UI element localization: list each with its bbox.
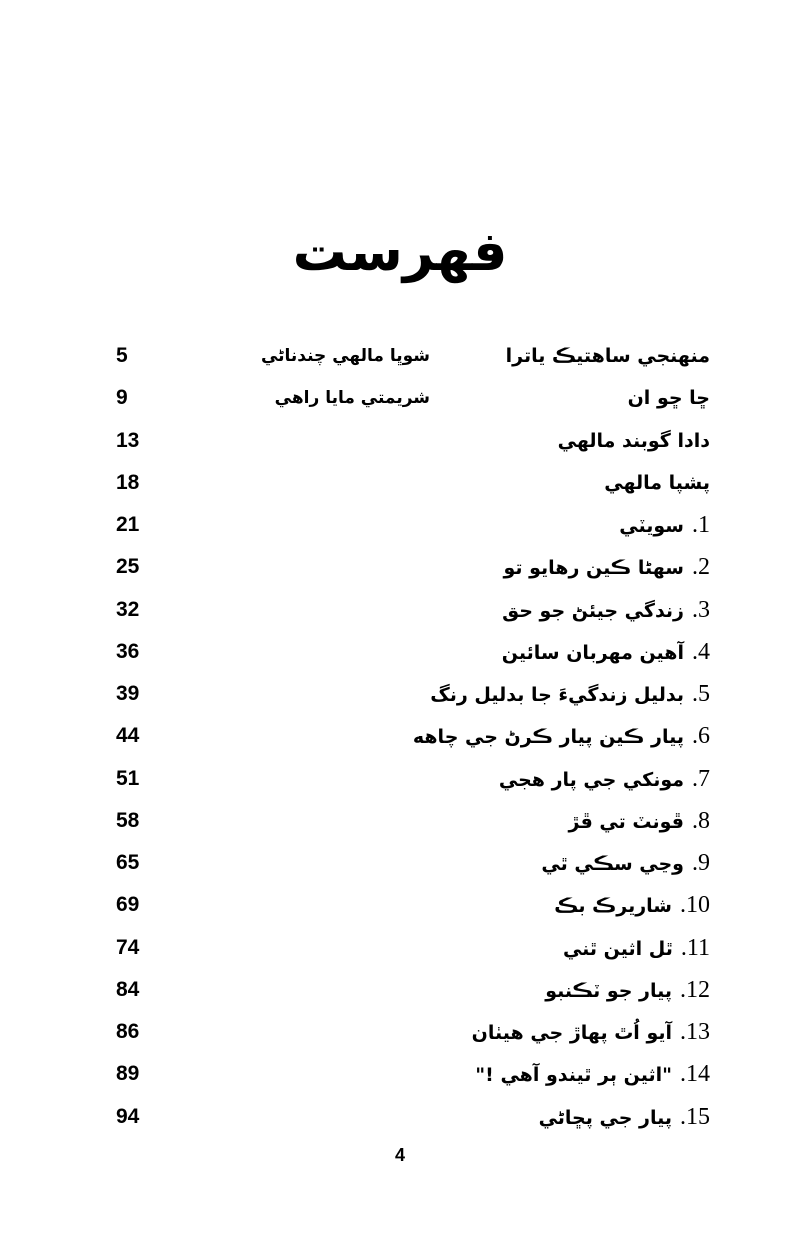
toc-page-number: 94 <box>116 1104 140 1128</box>
toc-row <box>100 420 720 462</box>
toc-page-number: 18 <box>116 470 140 494</box>
toc-page-number: 39 <box>116 682 140 705</box>
toc-entry-number: 8. <box>692 807 710 834</box>
toc-entry-text: آهين مهربان سائين <box>501 641 684 664</box>
toc-row <box>100 800 720 842</box>
toc-row <box>100 335 720 377</box>
toc-page-number: 84 <box>116 977 140 1001</box>
toc-page-number: 44 <box>116 724 140 748</box>
toc-entry-title <box>413 715 710 757</box>
toc-row <box>100 758 720 800</box>
toc-page-number: 65 <box>116 851 140 874</box>
toc-entry-title <box>502 631 710 673</box>
toc-entry-text: ٿل اثين ٿني <box>562 937 673 960</box>
toc-entry-title <box>539 1096 710 1138</box>
toc-entry-number: 9. <box>692 850 710 876</box>
toc-entry-text: پيار جو ٽڪنبو <box>545 979 672 1002</box>
toc-row <box>100 927 720 969</box>
toc-entry-title <box>554 884 710 926</box>
toc-entry-number: 15. <box>680 1103 710 1130</box>
toc-entry-text: منهنجي ساهتيڪ ياترا <box>505 345 710 367</box>
toc-entry-text: ڇا ڇو ان <box>627 387 710 410</box>
toc-entry-text: پيار ڪين پيار ڪرڻ جي چاهه <box>412 726 684 749</box>
toc-entry-title <box>503 546 710 588</box>
toc-page-number: 51 <box>116 766 140 790</box>
toc-entry-text: وڃي سڪي ٿي <box>541 853 684 875</box>
toc-entry-title <box>472 1011 710 1053</box>
toc-entry-text: مونکي جي پار هجي <box>498 768 684 791</box>
toc-entry-text: زندگي جيئڻ جو حق <box>502 599 684 622</box>
toc-row <box>100 377 720 419</box>
toc-entry-number: 3. <box>692 596 710 623</box>
toc-row <box>100 842 720 884</box>
toc-page-number: 69 <box>116 893 140 917</box>
toc-entry-number: 11. <box>680 934 710 961</box>
toc-entry-title <box>502 589 710 631</box>
toc-row <box>100 969 720 1011</box>
toc-entry-title <box>545 969 710 1011</box>
toc-entry-text: پيار جي پڇاڻي <box>538 1106 672 1129</box>
toc-entry-number: 10. <box>680 892 710 919</box>
toc-entry-text: سهڻا ڪين رهايو تو <box>503 557 684 580</box>
toc-row <box>100 1096 720 1138</box>
toc-page-number: 58 <box>116 808 140 832</box>
toc-row <box>100 462 720 504</box>
toc-entry-title <box>604 462 710 504</box>
toc-entry-text: دادا گوبند مالهي <box>557 429 710 452</box>
toc-entry-title <box>506 335 710 377</box>
toc-page-number: 21 <box>116 513 140 536</box>
toc-entry-title <box>499 758 710 800</box>
toc-row <box>100 504 720 546</box>
toc-page-number: 86 <box>116 1020 140 1043</box>
toc-row <box>100 589 720 631</box>
toc-entry-text: آيو اُٿ پهاڙ جي هيٺان <box>471 1022 672 1044</box>
toc-page-number: 32 <box>116 597 140 621</box>
toc-entry-text: شاريرڪ بڪ <box>554 895 672 918</box>
toc-entry-number: 13. <box>680 1019 710 1045</box>
toc-row <box>100 546 720 588</box>
toc-entry-number: 5. <box>692 681 710 707</box>
toc-entry-title <box>563 927 710 969</box>
toc-entry-title <box>569 800 710 842</box>
toc-page-number: 25 <box>116 555 140 579</box>
toc-entry-number: 7. <box>692 765 710 792</box>
toc-row <box>100 715 720 757</box>
toc-page-number: 89 <box>116 1062 140 1086</box>
toc-entry-author: شوڀا مالهي چندناڻي <box>260 346 430 366</box>
toc-page-number: 5 <box>116 344 128 367</box>
toc-entry-text: بدليل زندگيءَ جا بدليل رنگ <box>430 684 684 706</box>
toc-row <box>100 1011 720 1053</box>
toc-row <box>100 884 720 926</box>
toc-page-number: 13 <box>116 428 140 452</box>
page-number: 4 <box>394 1145 405 1165</box>
toc-page-number: 9 <box>116 386 128 410</box>
toc-entry-text: پشپا مالهي <box>604 471 710 494</box>
toc-row <box>100 1053 720 1095</box>
toc-entry-title <box>619 504 710 546</box>
toc-entry-number: 6. <box>692 723 710 750</box>
toc-entry-number: 4. <box>692 638 710 665</box>
toc-page-number: 74 <box>116 935 140 959</box>
toc-entry-title <box>475 1053 710 1095</box>
toc-entry-text: سويٽي <box>619 515 684 537</box>
toc-page-number: 36 <box>116 639 140 663</box>
toc-entry-number: 2. <box>692 554 710 581</box>
toc-entry-text: ڦونٽ تي ڦڙ <box>568 810 684 833</box>
toc-row <box>100 673 720 715</box>
toc-entry-number: 12. <box>680 976 710 1003</box>
toc-entry-text: "اثين ٻر ٿيندو آهي !" <box>475 1064 672 1087</box>
page-title: فهرست <box>292 220 508 283</box>
toc-entry-author: شريمتي مايا راهي <box>274 388 430 409</box>
toc-entry-title <box>558 420 710 462</box>
toc-entry-title <box>541 842 710 884</box>
toc-entry-title <box>430 673 710 715</box>
toc-entry-number: 1. <box>692 512 710 538</box>
toc-row <box>100 631 720 673</box>
toc-entry-title <box>628 377 710 419</box>
toc-entry-number: 14. <box>680 1061 710 1088</box>
